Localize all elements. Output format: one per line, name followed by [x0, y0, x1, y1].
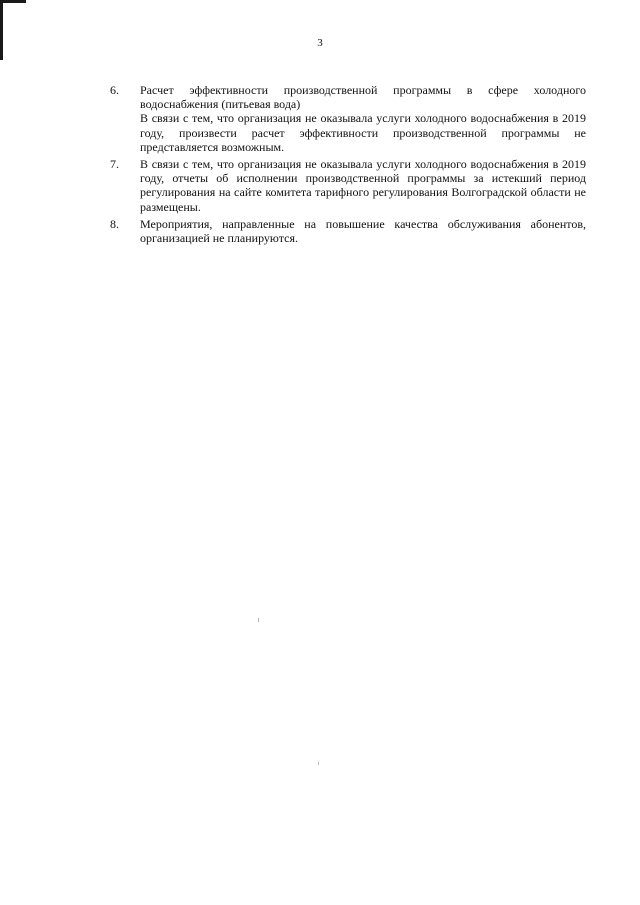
list-item-8: [110, 217, 586, 245]
item-number: 7.: [110, 157, 119, 172]
item-body: [140, 157, 586, 214]
page-number: 3: [317, 37, 323, 49]
scan-speck: [258, 618, 259, 622]
item-paragraph: В связи с тем, что организация не оказывала услуги холодного водоснабжения в 2019 году, отчеты об исполнении производственной программы за истекший период регулирования на сайте комитета тарифного регулирования Волгоградской области не размещены.: [140, 157, 586, 214]
item-number: 8.: [110, 216, 119, 231]
scan-edge-mark: [0, 0, 3, 60]
list-item-7: [110, 157, 586, 214]
numbered-list: [110, 83, 586, 248]
item-number: 6.: [110, 83, 119, 97]
item-body: [140, 217, 586, 245]
scan-speck: [318, 762, 319, 765]
item-paragraph: В связи с тем, что организация не оказывала услуги холодного водоснабжения в 2019 году, произвести расчет эффективности производственной программы не представляется возможным.: [140, 111, 586, 154]
list-item-6: [110, 83, 586, 154]
item-paragraph: Мероприятия, направленные на повышение качества обслуживания абонентов, организацией не планируются.: [140, 216, 586, 246]
scan-corner-mark: [0, 0, 26, 3]
item-body: [140, 83, 586, 154]
item-heading: Расчет эффективности производственной программы в сфере холодного водоснабжения (питьевая вода): [140, 83, 586, 112]
